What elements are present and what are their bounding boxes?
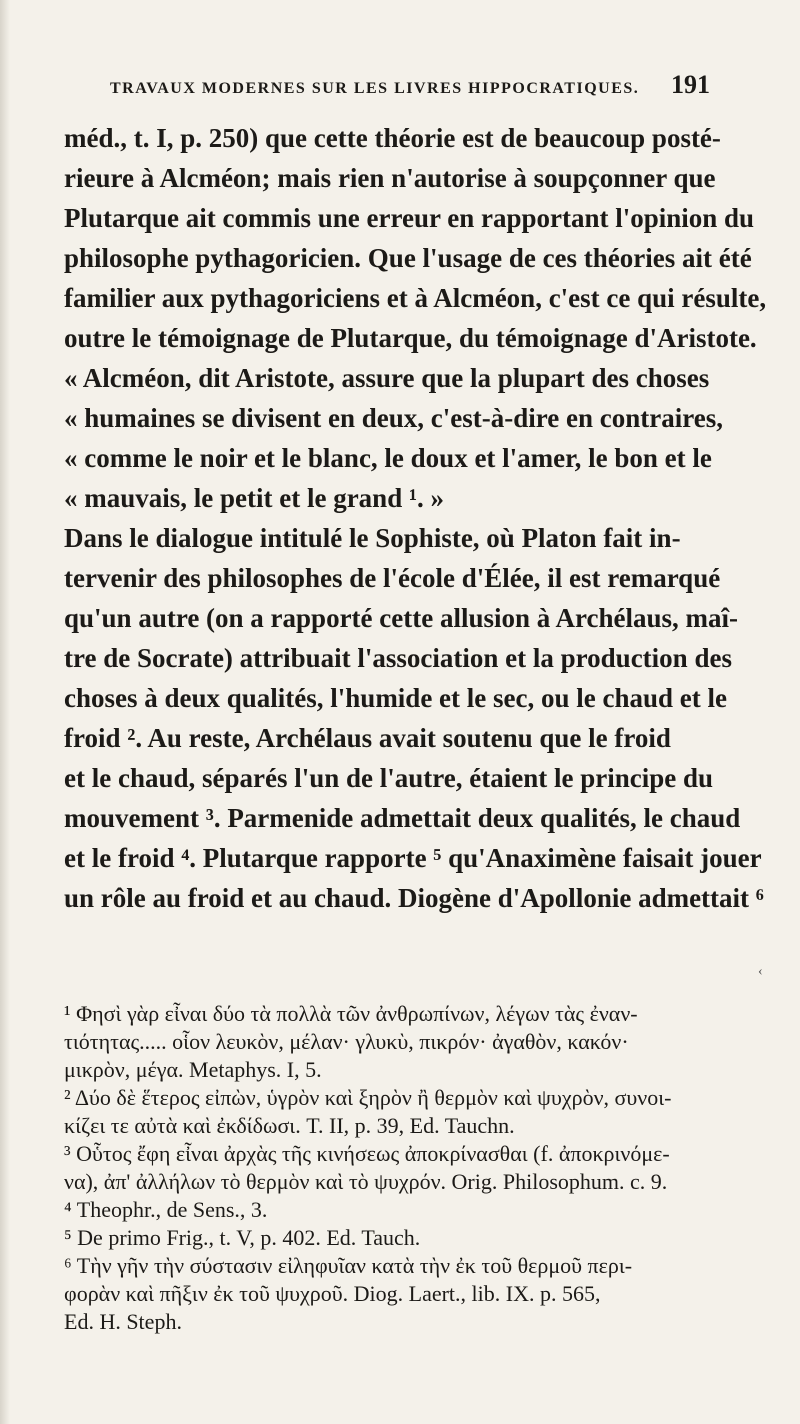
footnote-line: ² Δύο δὲ ἕτερος εἰπὼν, ὑγρὸν καὶ ξηρὸν ἢ θερμὸν καὶ ψυχρὸν, συνοι- [64,1085,672,1110]
body-line: et le chaud, séparés l'un de l'autre, étaient le principe du [64,763,713,793]
page-number: 191 [671,70,710,99]
footnotes [64,1000,724,1336]
footnote-line: να), ἀπ' ἀλλήλων τὸ θερμὸν καὶ τὸ ψυχρόν. Orig. Philosophum. c. 9. [64,1169,668,1194]
body-line: mouvement ³. Parmenide admettait deux qualités, le chaud [64,803,741,833]
footnote-line: ³ Οὗτος ἔφη εἶναι ἀρχὰς τῆς κινήσεως ἀποκρίνασθαι (f. ἀποκρινόμε- [64,1141,670,1166]
body-line: tervenir des philosophes de l'école d'Élée, il est remarqué [64,563,721,593]
footnote-line: ⁴ Theophr., de Sens., 3. [64,1197,268,1222]
body-line: tre de Socrate) attribuait l'association et la production des [64,643,732,673]
body-text [64,118,767,918]
footnote-line: φορὰν καὶ πῆξιν ἐκ τοῦ ψυχροῦ. Diog. Laert., lib. IX. p. 565, [64,1281,601,1306]
body-line: « Alcméon, dit Aristote, assure que la plupart des choses [64,363,710,393]
body-line: Dans le dialogue intitulé le Sophiste, où Platon fait in- [64,523,681,553]
footnote-line: ⁶ Τὴν γῆν τὴν σύστασιν εἰληφυῖαν κατὰ τὴν ἐκ τοῦ θερμοῦ περι- [64,1253,633,1278]
body-line: et le froid ⁴. Plutarque rapporte ⁵ qu'Anaximène faisait jouer [64,843,762,873]
body-line: philosophe pythagoricien. Que l'usage de ces théories ait été [64,243,752,273]
body-line: qu'un autre (on a rapporté cette allusion à Archélaus, maî- [64,603,739,633]
footnote-line: ⁵ De primo Frig., t. V, p. 402. Ed. Tauch. [64,1225,421,1250]
footnote-line: κίζει τε αὐτὰ καὶ ἐκδίδωσι. T. II, p. 39, Ed. Tauchn. [64,1113,515,1138]
page-edge-shadow [0,0,10,1424]
body-line: « comme le noir et le blanc, le doux et l'amer, le bon et le [64,443,712,473]
body-line: Plutarque ait commis une erreur en rapportant l'opinion du [64,203,755,233]
margin-mark: ‹ [758,964,763,979]
footnote-line: μικρὸν, μέγα. Metaphys. I, 5. [64,1057,322,1082]
body-line: familier aux pythagoriciens et à Alcméon, c'est ce qui résulte, [64,283,767,313]
footnote-line: ¹ Φησὶ γὰρ εἶναι δύο τὰ πολλὰ τῶν ἀνθρωπίνων, λέγων τὰς ἐναν- [64,1001,638,1026]
page-header [110,60,710,99]
running-title: TRAVAUX MODERNES SUR LES LIVRES HIPPOCRATIQUES. [110,80,640,97]
body-line: méd., t. I, p. 250) que cette théorie est de beaucoup posté- [64,123,721,153]
body-line: un rôle au froid et au chaud. Diogène d'Apollonie admettait ⁶ [64,883,764,913]
body-line: « mauvais, le petit et le grand ¹. » [64,483,445,513]
body-line: rieure à Alcméon; mais rien n'autorise à soupçonner que [64,163,716,193]
footnote-line: Ed. H. Steph. [64,1309,182,1334]
body-line: choses à deux qualités, l'humide et le sec, ou le chaud et le [64,683,727,713]
body-line: outre le témoignage de Plutarque, du témoignage d'Aristote. [64,323,757,353]
footnote-line: τιότητας..... οἷον λευκὸν, μέλαν· γλυκὺ, πικρόν· ἀγαθὸν, κακόν· [64,1029,629,1054]
body-line: froid ². Au reste, Archélaus avait soutenu que le froid [64,723,671,753]
body-line: « humaines se divisent en deux, c'est-à-dire en contraires, [64,403,723,433]
